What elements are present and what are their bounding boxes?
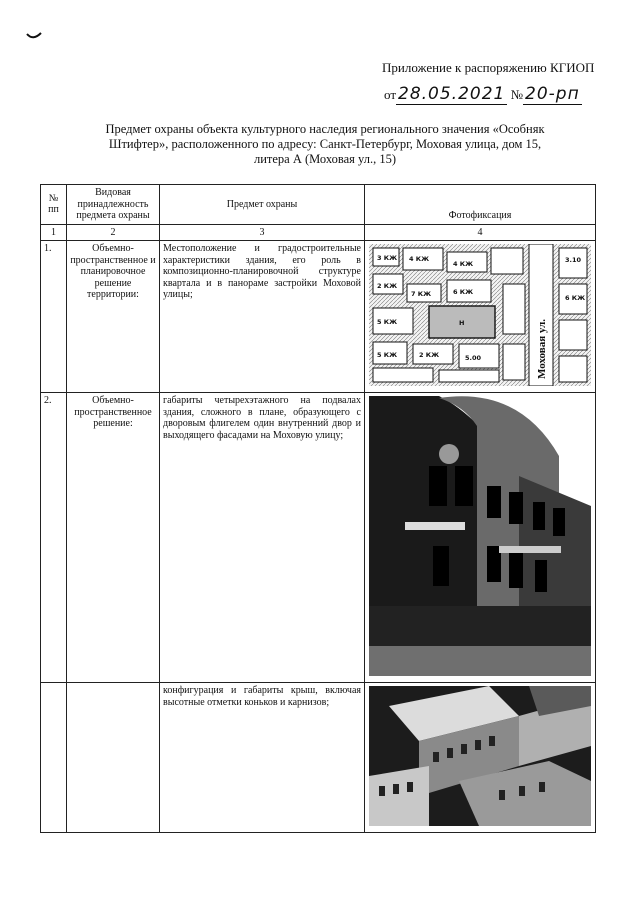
order-date: 28.05.2021 — [398, 84, 506, 104]
cadastral-map-image — [369, 244, 591, 386]
table-row — [41, 393, 596, 683]
row-number: 2. — [41, 393, 67, 683]
map-label: 2 КЖ — [377, 282, 398, 290]
map-street-label: Моховая ул. — [536, 318, 548, 379]
table-row — [41, 683, 596, 833]
row-number: 1. — [41, 241, 67, 393]
map-photo-cell — [365, 241, 596, 393]
col-number: 3 — [160, 224, 365, 241]
row-type: Объемно-пространственное решение: — [67, 393, 160, 683]
map-label: 4 КЖ — [409, 255, 430, 263]
map-label: 5 КЖ — [377, 318, 398, 326]
col-number: 4 — [365, 224, 596, 241]
row-subject: габариты четырехэтажного на подвалах здания, сложного в плане, образующего с дворовым флигелем один внутренний двор и выходящего фасадами на Моховую улицу; — [160, 393, 365, 683]
row-type: Объемно-пространственное и планировочное решение территории: — [67, 241, 160, 393]
map-label: 6 КЖ — [565, 294, 586, 302]
map-label: 4 КЖ — [453, 260, 474, 268]
header-num: № пп — [41, 185, 67, 225]
order-date-number — [384, 84, 582, 104]
map-label: 5.00 — [465, 354, 482, 362]
col-number: 2 — [67, 224, 160, 241]
table-row — [41, 241, 596, 393]
document-title: Предмет охраны объекта культурного наследия регионального значения «Особняк Штифтер», расположенного по адресу: Санкт-Петербург, Моховая улица, дом 15, литера А (Моховая ул., 15) — [105, 122, 545, 166]
row-type-empty — [67, 683, 160, 833]
protection-subject-table — [40, 184, 596, 833]
order-number: 20-рп — [525, 84, 580, 104]
map-label: Н — [459, 319, 465, 327]
row-number-empty — [41, 683, 67, 833]
map-label: 3 КЖ — [377, 254, 398, 262]
roof-aerial-photo-image — [369, 686, 591, 826]
map-label: 6 КЖ — [453, 288, 474, 296]
table-header-row — [41, 185, 596, 225]
appendix-heading: Приложение к распоряжению КГИОП — [382, 60, 595, 75]
facade-photo-cell — [365, 393, 596, 683]
map-label: 7 КЖ — [411, 290, 432, 298]
row-subject: Местоположение и градостроительные характеристики здания, его роль в композиционно-планировочной структуре квартала и в панораме застройки Моховой улицы; — [160, 241, 365, 393]
facade-photo-image — [369, 396, 591, 676]
map-label: 2 КЖ — [419, 351, 440, 359]
header-type: Видовая принадлежность предмета охраны — [67, 185, 160, 225]
map-label: 5 КЖ — [377, 351, 398, 359]
from-prefix: от — [384, 87, 397, 102]
roof-photo-cell — [365, 683, 596, 833]
header-photo: Фотофиксация — [365, 185, 596, 225]
number-prefix: № — [510, 87, 524, 102]
handwritten-tick-mark — [26, 32, 42, 40]
row-subject: конфигурация и габариты крыш, включая высотные отметки коньков и карнизов; — [160, 683, 365, 833]
header-subject: Предмет охраны — [160, 185, 365, 225]
column-number-row — [41, 224, 596, 241]
col-number: 1 — [41, 224, 67, 241]
map-label: 3.10 — [565, 256, 582, 264]
